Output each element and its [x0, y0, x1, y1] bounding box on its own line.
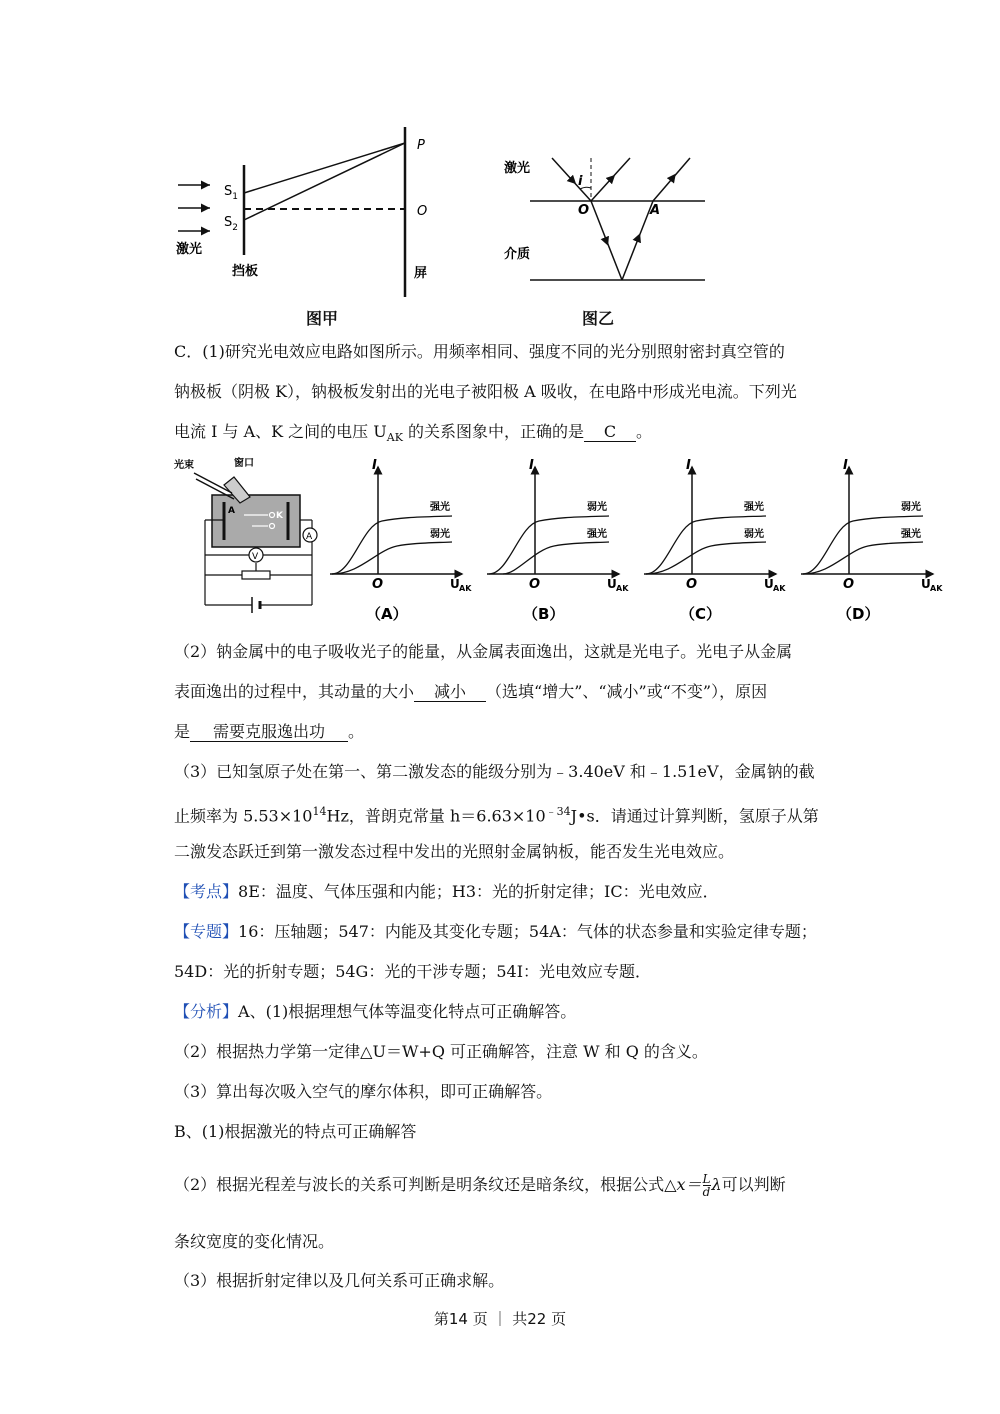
curve-lower — [803, 542, 923, 574]
graph-origin-label: O — [686, 577, 698, 592]
fenxi-line-6: 条纹宽度的变化情况。 — [174, 1232, 335, 1251]
graph-u-label: U — [764, 577, 774, 591]
page-footer: 第14 页 ｜ 共22 页 — [433, 1310, 567, 1328]
figure-jia — [172, 125, 442, 305]
zhuanti-line-2: 54D：光的折射专题；54G：光的干涉专题；54I：光电效应专题． — [174, 962, 652, 981]
fig-jia-o: O — [417, 204, 428, 219]
graph-u-label: U — [450, 577, 460, 591]
graph-lower-label: 弱光 — [430, 529, 450, 540]
kaodian-line — [174, 882, 719, 902]
graph-i-label: I — [843, 458, 848, 473]
c1-line-3 — [174, 422, 652, 448]
graph-u-label: U — [607, 577, 617, 591]
iu-graph — [801, 458, 943, 623]
c3-line-2-text-b: Hz，普朗克常量 h＝6.63×10 — [326, 806, 546, 826]
graph-u-sub: AK — [930, 584, 943, 593]
c2-line-2-text: 表面逸出的过程中，其动量的大小 — [174, 682, 415, 701]
graph-u-sub: AK — [459, 584, 472, 593]
circuit-ammeter: A — [306, 532, 313, 542]
graph-i-label: I — [686, 458, 691, 473]
c1-line-3-end: 。 — [636, 422, 653, 441]
kaodian-tag: 【考点】 — [174, 882, 239, 901]
curve-lower — [332, 542, 452, 574]
fig-yi-laser: 激光 — [504, 161, 531, 176]
c1-line-2: 钠极板（阴极 K），钠极板发射出的光电子被阳极 A 吸收，在电路中形成光电流。下列光 — [174, 382, 797, 401]
circuit-diagram — [172, 455, 322, 620]
c3-line-1: （3）已知氢原子处在第一、第二激发态的能级分别为﹣3.40eV 和﹣1.51eV，金属钠的截 — [174, 762, 815, 781]
formula-lambda: λ — [711, 1175, 722, 1194]
graph-i-label: I — [372, 458, 377, 473]
fig-jia-p: P — [417, 138, 425, 153]
circuit-cathode: K — [276, 511, 283, 521]
formula-fraction — [703, 1173, 711, 1198]
c2-line-2-text-b: （选填“增大”、“减小”或“不变”），原因 — [486, 682, 768, 701]
formula-numerator: L — [702, 1172, 711, 1186]
fig-jia-laser: 激光 — [176, 242, 203, 257]
graph-upper-label: 强光 — [744, 502, 764, 513]
c2-line-3-text: 是 — [174, 722, 191, 741]
fig-jia-s1: $S_1$ — [224, 184, 238, 202]
c3-line-2-text: 止频率为 5.53×10 — [174, 806, 313, 826]
fenxi-line-5 — [174, 1173, 786, 1198]
graph-i-label: I — [529, 458, 534, 473]
fenxi-line-3: （3）算出每次吸入空气的摩尔体积，即可正确解答。 — [174, 1082, 553, 1101]
fig-jia-s2: $S_2$ — [224, 215, 238, 233]
formula-delta-x: △x＝ — [664, 1175, 702, 1194]
iu-graph — [644, 458, 786, 623]
c1-uak-sub: AK — [386, 431, 403, 445]
iu-graph — [330, 458, 472, 623]
circuit-beam: 光束 — [174, 460, 194, 471]
zhuanti-tag: 【专题】 — [174, 922, 239, 941]
zhuanti-line-1 — [174, 922, 817, 942]
c1-line-1: C．(1)研究光电效应电路如图所示。用频率相同、强度不同的光分别照射密封真空管的 — [174, 342, 785, 361]
graph-option-letter: （C） — [680, 605, 722, 623]
curve-lower — [503, 542, 609, 574]
fig-yi-o: O — [578, 203, 590, 218]
graph-u-sub: AK — [616, 584, 629, 593]
graph-option-letter: （B） — [523, 605, 565, 623]
graph-upper-label: 弱光 — [901, 502, 921, 513]
fig-jia-screen: 屏 — [414, 266, 428, 281]
c3-line-2-text-c: J•s．请通过计算判断，氢原子从第 — [570, 806, 819, 826]
c3-line-2 — [174, 802, 819, 826]
fenxi-tag: 【分析】 — [174, 1002, 239, 1021]
figure-yi — [500, 150, 720, 300]
fenxi-line-5-text-b: 可以判断 — [721, 1175, 786, 1194]
c1-line-3-text-b: 的关系图象中，正确的是 — [402, 422, 585, 441]
formula-denominator: d — [702, 1185, 711, 1199]
c2-answer-reason: 需要克服逸出功 — [190, 723, 348, 742]
curve-upper — [646, 516, 766, 574]
fenxi-line-1 — [174, 1002, 576, 1022]
c3-line-3: 二激发态跃迁到第一激发态过程中发出的光照射金属钠板，能否发生光电效应。 — [174, 842, 735, 861]
fig-jia-baffle: 挡板 — [232, 264, 259, 279]
zhuanti-text: 16：压轴题；547：内能及其变化专题；54A：气体的状态参量和实验定律专题； — [238, 922, 817, 941]
c2-line-3-end: 。 — [348, 722, 365, 741]
graph-option-letter: （A） — [366, 605, 408, 623]
fig-yi-medium: 介质 — [504, 247, 531, 262]
graph-u-sub: AK — [773, 584, 786, 593]
fenxi-line-4: B、(1)根据激光的特点可正确解答 — [174, 1122, 417, 1141]
fenxi-line-7: （3）根据折射定律以及几何关系可正确求解。 — [174, 1271, 505, 1290]
curve-upper — [332, 516, 452, 574]
c1-line-3-text: 电流 I 与 A、K 之间的电压 U — [174, 422, 387, 441]
curve-upper — [803, 516, 923, 574]
fig-yi-a: A — [650, 203, 661, 218]
fenxi-line-2: （2）根据热力学第一定律△U＝W+Q 可正确解答，注意 W 和 Q 的含义。 — [174, 1042, 708, 1061]
circuit-voltmeter: V — [252, 552, 259, 562]
graph-lower-label: 强光 — [901, 529, 921, 540]
graph-option-letter: （D） — [837, 605, 880, 623]
iu-graph — [487, 458, 629, 623]
c3-exp-14: 14 — [312, 805, 327, 818]
graph-upper-label: 强光 — [430, 502, 450, 513]
fig-yi-i: i — [578, 174, 583, 189]
c1-answer: C — [584, 423, 636, 442]
kaodian-text: 8E：温度、气体压强和内能；H3：光的折射定律；IC：光电效应． — [238, 882, 719, 901]
figure-jia-caption: 图甲 — [306, 309, 339, 328]
graph-origin-label: O — [529, 577, 541, 592]
curve-lower — [646, 542, 766, 574]
c2-line-1: （2）钠金属中的电子吸收光子的能量，从金属表面逸出，这就是光电子。光电子从金属 — [174, 642, 793, 661]
c2-line-2 — [174, 682, 767, 702]
iu-graphs — [322, 455, 962, 630]
curve-upper — [489, 516, 609, 574]
figure-yi-caption: 图乙 — [582, 309, 615, 328]
graph-lower-label: 强光 — [587, 529, 607, 540]
circuit-anode: A — [228, 506, 235, 516]
fenxi-text: A、(1)根据理想气体等温变化特点可正确解答。 — [238, 1002, 577, 1021]
fenxi-line-5-text: （2）根据光程差与波长的关系可判断是明条纹还是暗条纹，根据公式 — [174, 1175, 665, 1194]
graph-origin-label: O — [372, 577, 384, 592]
graph-origin-label: O — [843, 577, 855, 592]
graph-upper-label: 弱光 — [587, 502, 607, 513]
c2-line-3 — [174, 722, 364, 742]
c2-answer-momentum: 减小 — [414, 683, 486, 702]
graph-u-label: U — [921, 577, 931, 591]
c3-exp-34: ﹣34 — [545, 805, 571, 818]
circuit-window: 窗口 — [234, 458, 254, 469]
graph-lower-label: 弱光 — [744, 529, 764, 540]
